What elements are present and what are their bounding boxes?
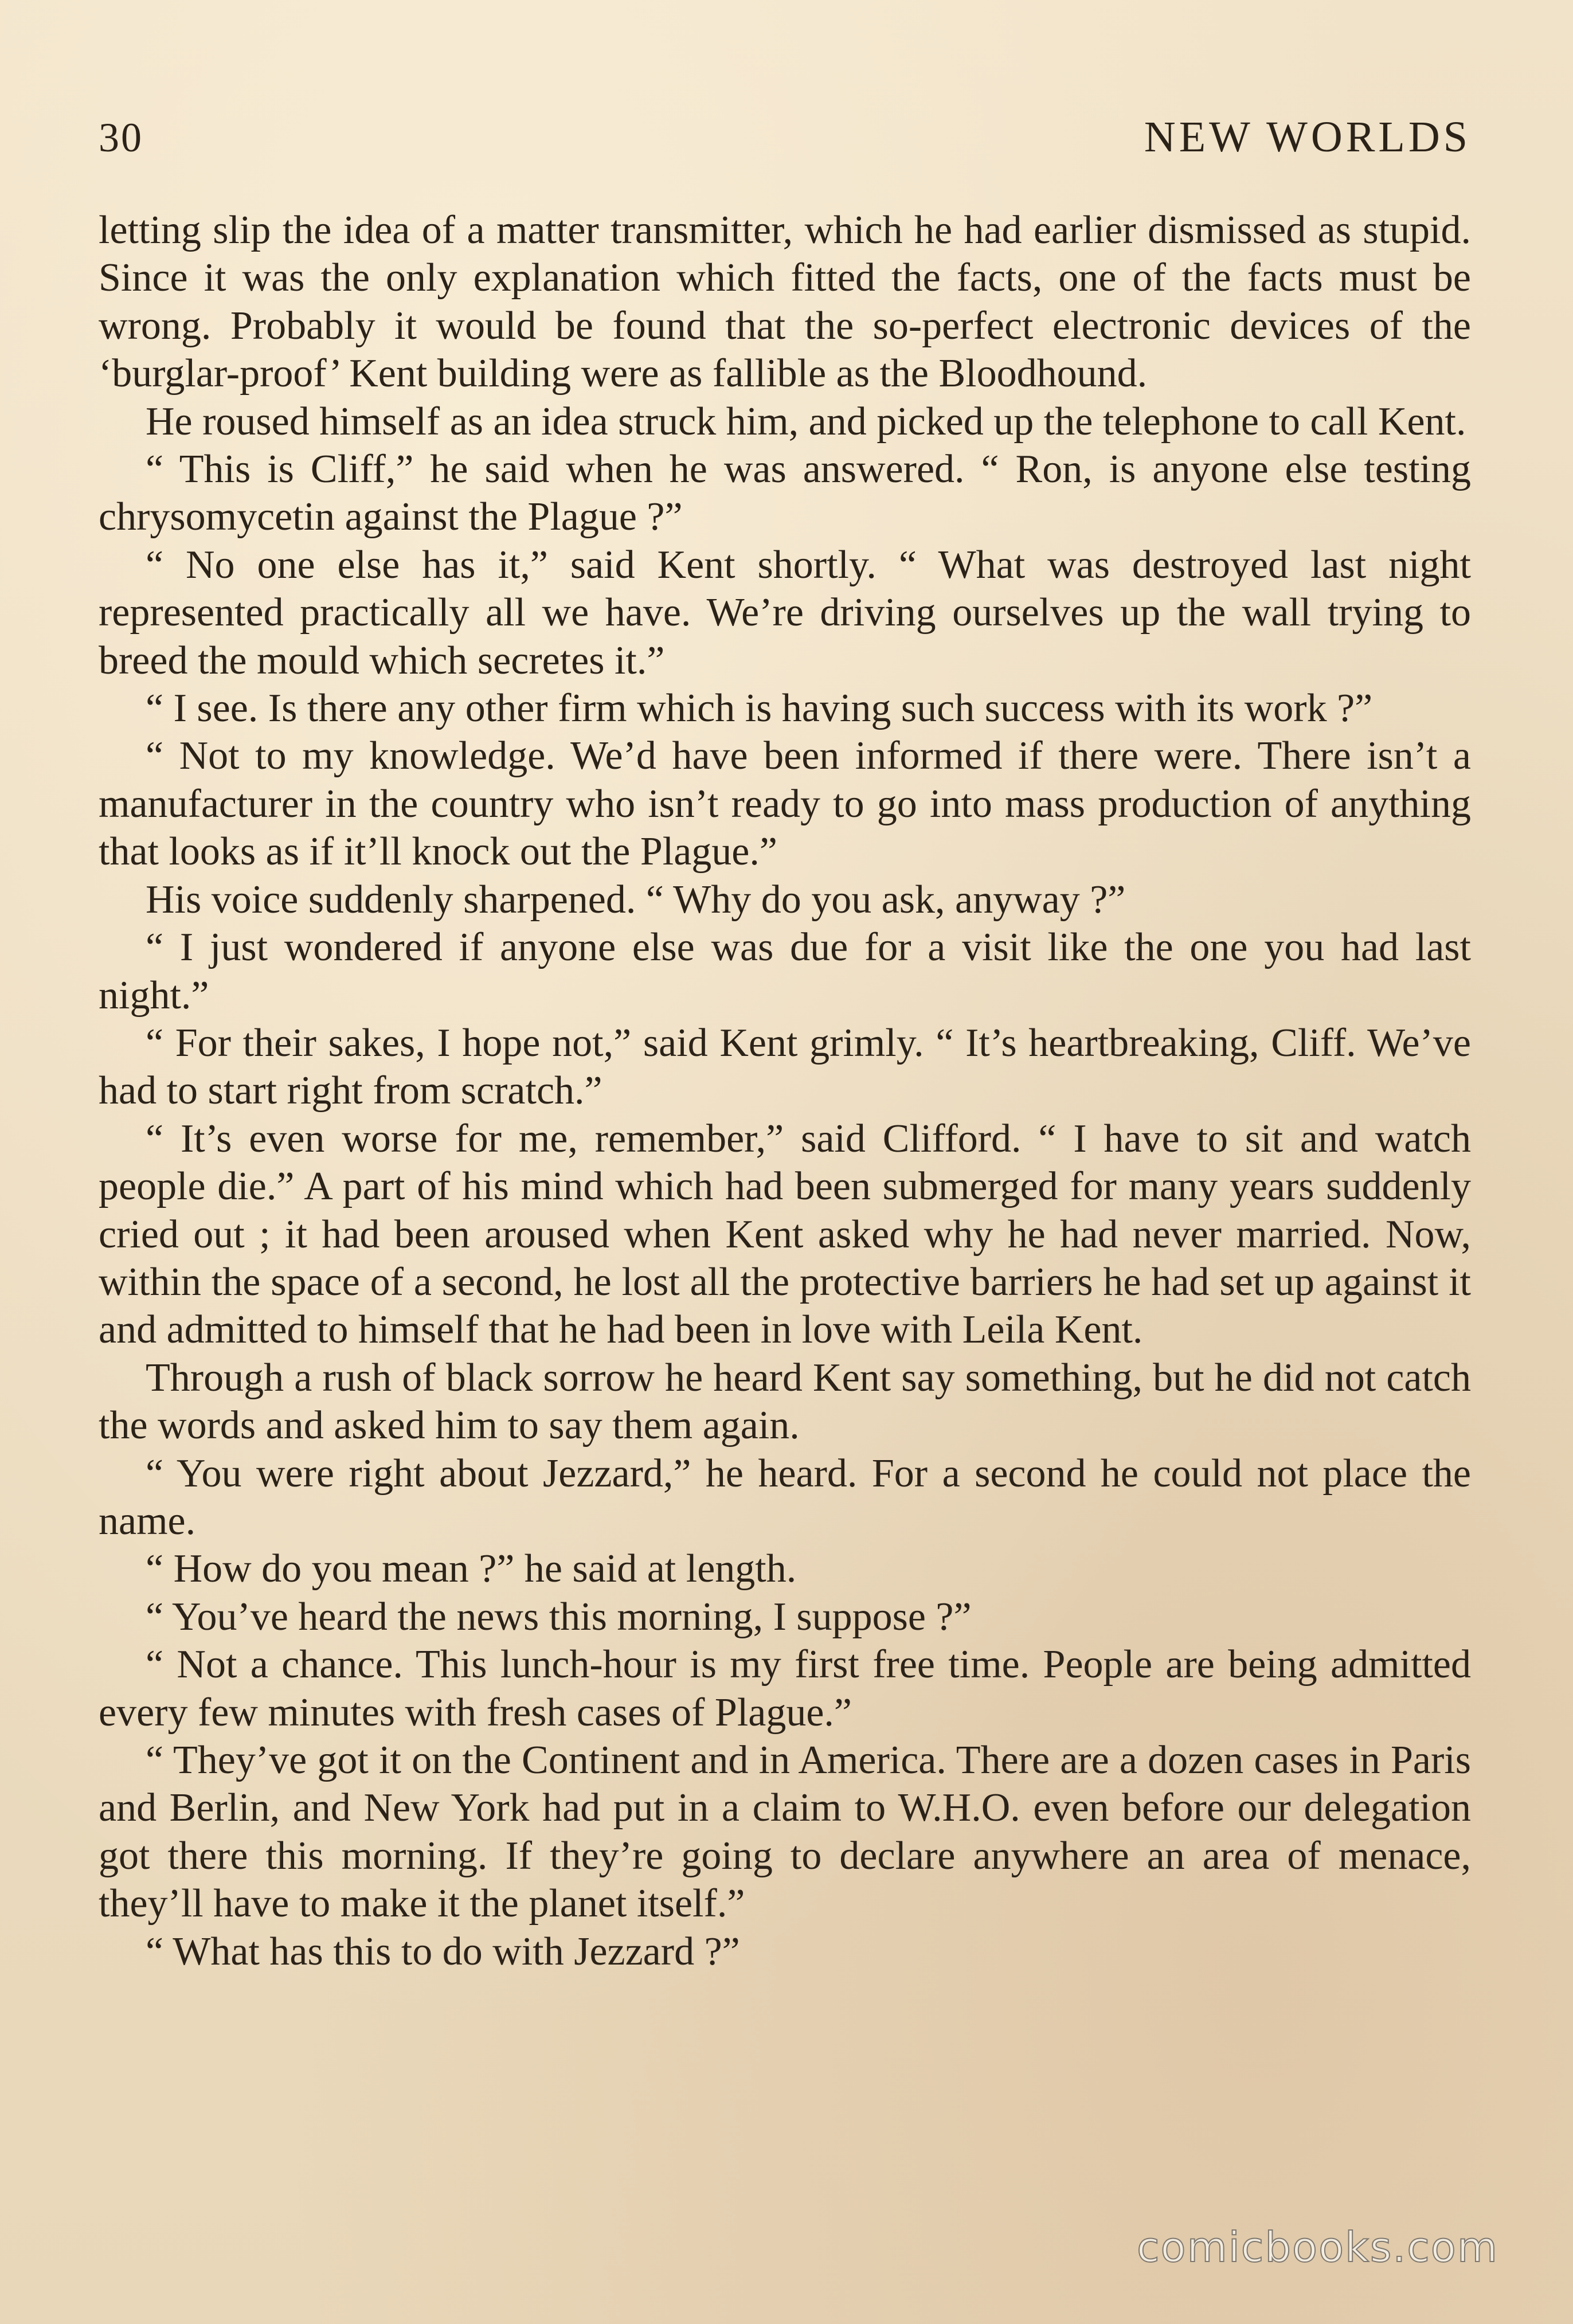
- paragraph: “ How do you mean ?” he said at length.: [146, 1547, 797, 1591]
- paragraph: “ You were right about Jezzard,” he heard. For a second he could not place the name.: [99, 1451, 1471, 1543]
- paragraph: “ What has this to do with Jezzard ?”: [146, 1929, 740, 1974]
- paragraph: “ It’s even worse for me, remember,” said Clifford. “ I have to sit and watch people die.” A part of his mind which had been submerged for many years suddenly cried out ; it had been aroused when Kent asked why he had never married. Now, within the space of a second, he lost all the protective barriers he had set up against it and admitted to himself that he had been in love with Leila Kent.: [99, 1116, 1471, 1352]
- paragraph: “ I just wondered if anyone else was due for a visit like the one you had last night.”: [99, 925, 1471, 1018]
- paragraph: “ No one else has it,” said Kent shortly. “ What was destroyed last night represented practically all we have. We’re driving ourselves up the wall trying to breed the mould which secretes it.”: [99, 542, 1471, 683]
- paragraph: “ This is Cliff,” he said when he was answered. “ Ron, is anyone else testing chrysomycetin against the Plague ?”: [99, 447, 1471, 539]
- paragraph: “ I see. Is there any other firm which is having such success with its work ?”: [146, 686, 1373, 731]
- body-text: [99, 206, 1471, 1975]
- paragraph: “ You’ve heard the news this morning, I suppose ?”: [146, 1594, 972, 1639]
- running-head: NEW WORLDS: [1144, 113, 1471, 161]
- page-header: [99, 112, 1471, 170]
- paragraph: “ Not to my knowledge. We’d have been informed if there were. There isn’t a manufacturer in the country who isn’t ready to go into mass production of anything that looks as if it’ll knock out the Plague.”: [99, 734, 1471, 874]
- paragraph: “ They’ve got it on the Continent and in America. There are a dozen cases in Paris and Berlin, and New York had put in a claim to W.H.O. even before our delegation got there this morning. If they’re going to declare anywhere an area of menace, they’ll have to make it the planet itself.”: [99, 1738, 1471, 1926]
- paragraph: He roused himself as an idea struck him, and picked up the telephone to call Kent.: [146, 399, 1466, 444]
- paragraph: “ Not a chance. This lunch-hour is my first free time. People are being admitted every few minutes with fresh cases of Plague.”: [99, 1642, 1471, 1735]
- watermark: comicbooks.com: [1136, 2223, 1498, 2271]
- page-number: 30: [99, 115, 143, 161]
- paragraph: His voice suddenly sharpened. “ Why do you ask, anyway ?”: [146, 877, 1126, 922]
- paragraph: Through a rush of black sorrow he heard Kent say something, but he did not catch the words and asked him to say them again.: [99, 1355, 1471, 1448]
- paragraph: letting slip the idea of a matter transmitter, which he had earlier dismissed as stupid. Since it was the only explanation which fitted the facts, one of the facts must be wrong. Probably it would be found that the so-perfect electronic devices of the ‘burglar-proof’ Kent building were as fallible as the Bloodhound.: [99, 208, 1471, 396]
- paragraph: “ For their sakes, I hope not,” said Kent grimly. “ It’s heartbreaking, Cliff. We’ve had to start right from scratch.”: [99, 1020, 1471, 1113]
